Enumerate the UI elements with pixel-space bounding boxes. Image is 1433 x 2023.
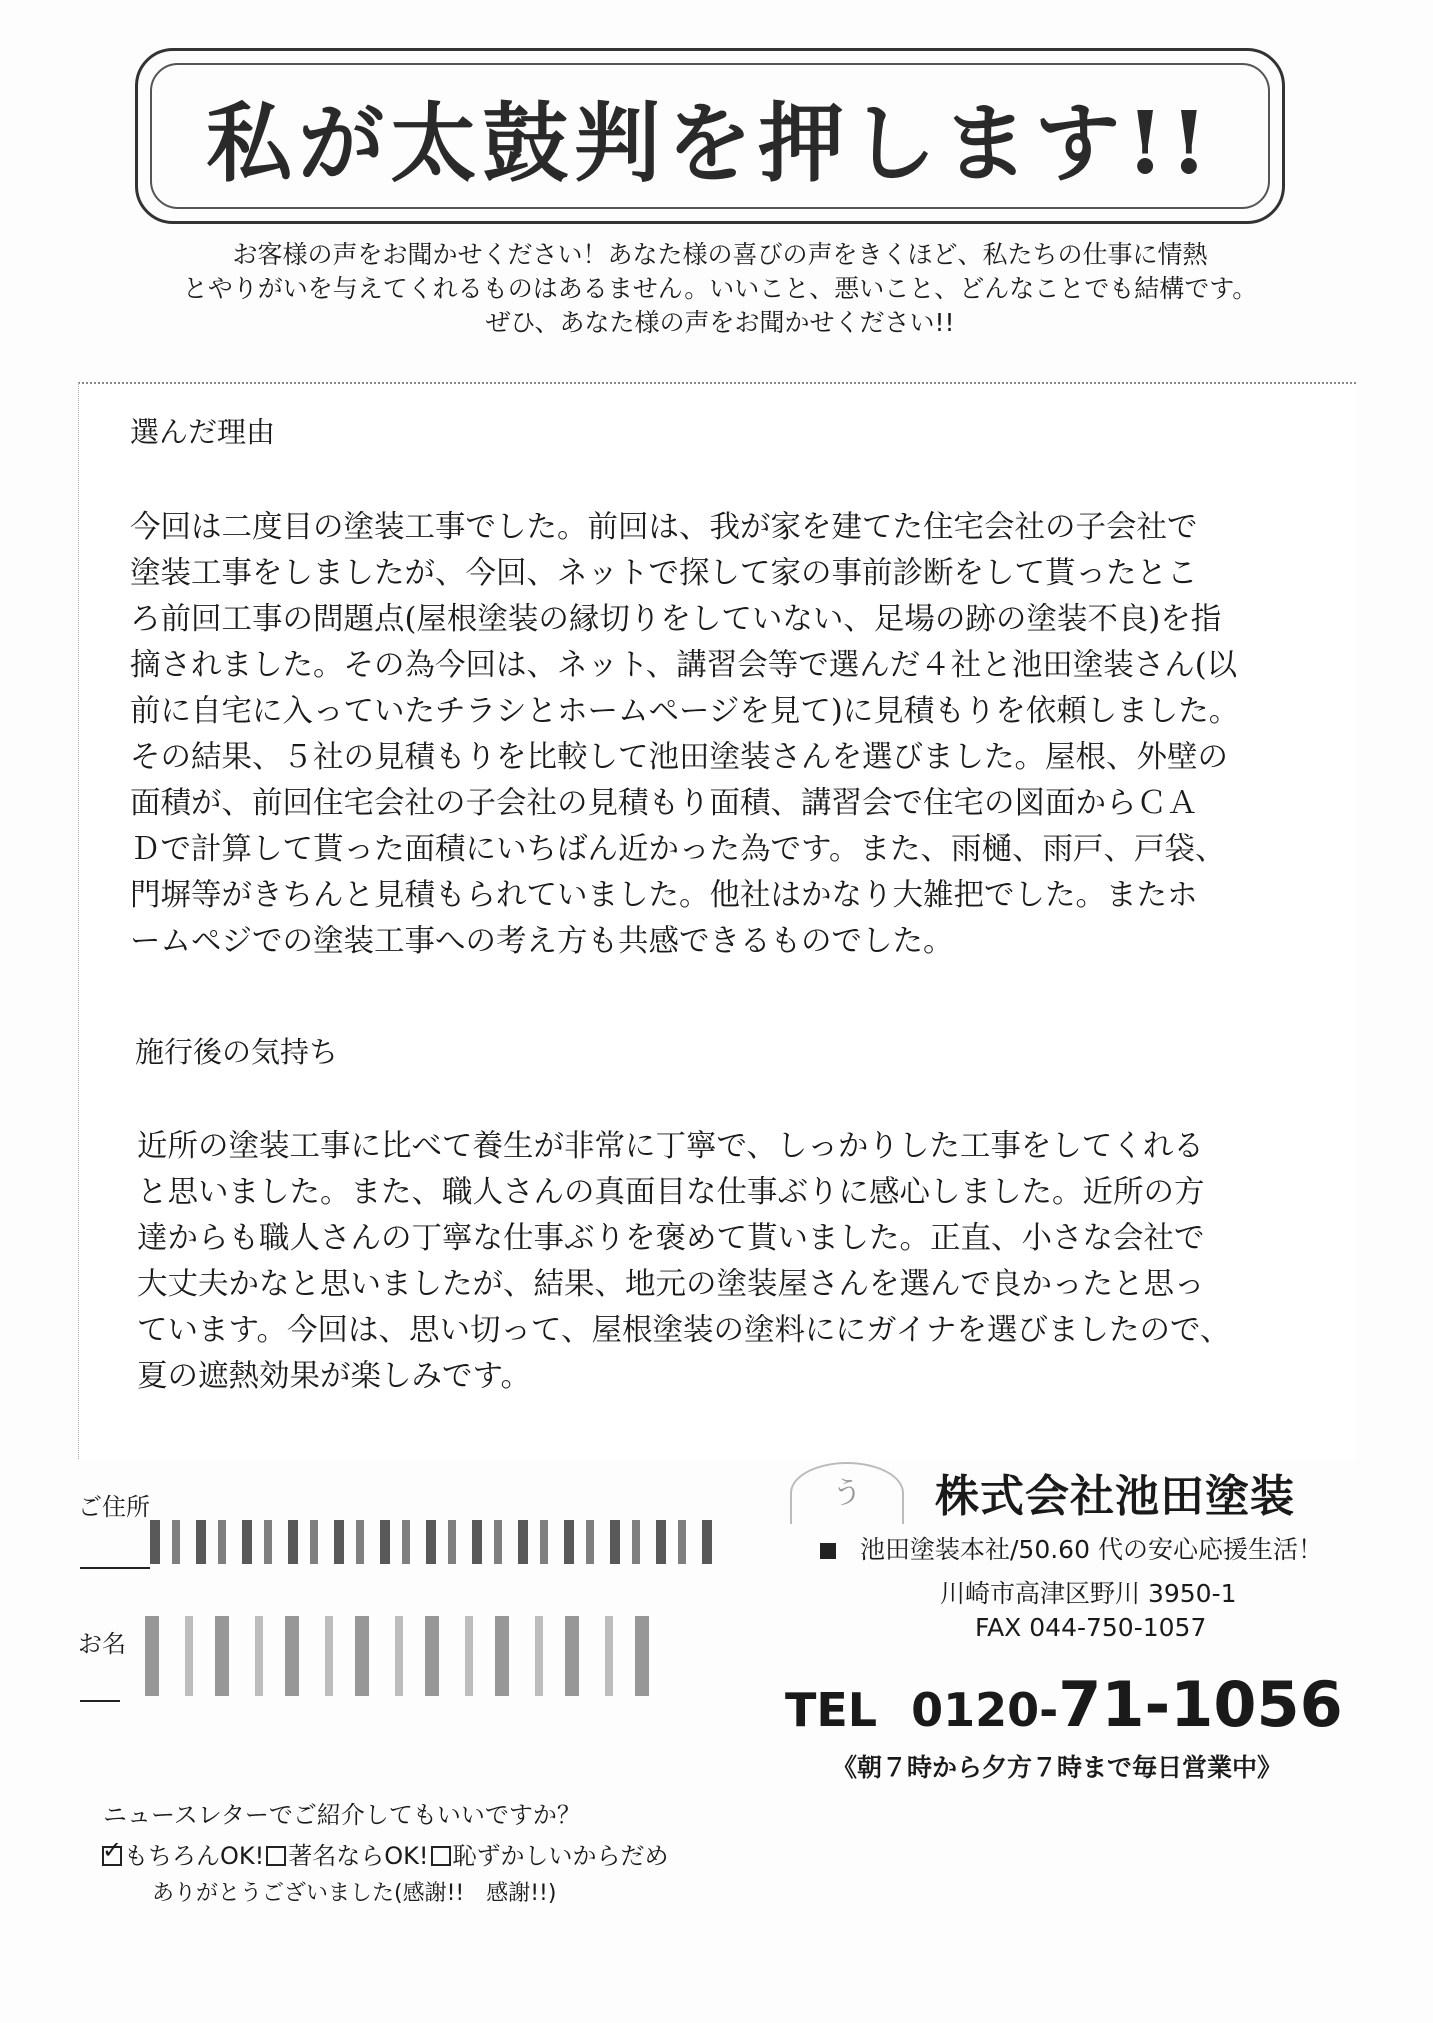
- section-heading-reason: 選んだ理由: [130, 415, 276, 449]
- intro-line: ぜひ、あなた様の声をお聞かせください!!: [485, 308, 955, 337]
- text-line: ろ前回工事の問題点(屋根塗装の縁切りをしていない、足場の跡の塗装不良)を指: [130, 602, 1222, 637]
- text-line: ームペジでの塗装工事への考え方も共感できるものでした。: [130, 924, 954, 959]
- text-line: Ｄで計算して貰った面積にいちばん近かった為です。また、雨樋、雨戸、戸袋、: [130, 832, 1226, 867]
- option-ok-label: もちろんOK!: [124, 1842, 265, 1870]
- newsletter-question: ニュースレターでご紹介してもいいですか？: [103, 1801, 581, 1829]
- option-signed-label: 著名ならOK!: [288, 1842, 429, 1870]
- checkbox-ok[interactable]: [102, 1846, 122, 1866]
- intro-line: お客様の声をお聞かせください！あなた様の喜びの声をきくほど、私たちの仕事に情熱: [232, 240, 1208, 269]
- redacted-name: [145, 1616, 665, 1696]
- title-frame: [135, 48, 1285, 224]
- tel-number: 71-1056: [1058, 1668, 1343, 1741]
- checkbox-decline[interactable]: [431, 1846, 451, 1866]
- text-line: 近所の塗装工事に比べて養生が非常に丁寧で、しっかりした工事をしてくれる: [137, 1129, 1204, 1164]
- text-line: その結果、５社の見積もりを比較して池田塗装さんを選びました。屋根、外壁の: [130, 740, 1228, 775]
- tel-label: TEL: [785, 1683, 878, 1737]
- company-logo: う: [790, 1462, 904, 1524]
- consent-options: [100, 1836, 669, 1871]
- thanks-text: ありがとうございました(感謝!! 感謝!!): [152, 1881, 557, 1906]
- text-line: ています。今回は、思い切って、屋根塗装の塗料ににガイナを選びましたので、: [137, 1313, 1231, 1348]
- intro-line: とやりがいを与えてくれるものはあるません。いいこと、悪いこと、どんなことでも結構です。: [182, 274, 1258, 303]
- text-line: 門塀等がきちんと見積もられていました。他社はかなり大雑把でした。またホ: [130, 878, 1198, 913]
- business-hours: 《朝７時から夕方７時まで毎日営業中》: [832, 1753, 1283, 1782]
- text-line: 今回は二度目の塗装工事でした。前回は、我が家を建てた住宅会社の子会社で: [130, 510, 1198, 545]
- section-heading-feelings: 施行後の気持ち: [135, 1035, 339, 1069]
- text-line: 前に自宅に入っていたチラシとホームページを見て)に見積もりを依頼しました。: [130, 694, 1240, 729]
- company-address: 川崎市高津区野川 3950-1: [940, 1579, 1237, 1608]
- tel-prefix: 0120-: [911, 1683, 1059, 1737]
- text-line: 面積が、前回住宅会社の子会社の見積もり面積、講習会で住宅の図面からＣＡ: [130, 786, 1198, 821]
- section-body-reason: [130, 505, 1239, 965]
- text-line: 大丈夫かなと思いましたが、結果、地元の塗装屋さんを選んで良かったと思っ: [137, 1267, 1205, 1302]
- section-body-feelings: [137, 1124, 1230, 1400]
- title-inner-frame: [150, 63, 1270, 209]
- company-fax: FAX 044-750-1057: [975, 1613, 1207, 1642]
- company-name: 株式会社池田塗装: [935, 1471, 1295, 1522]
- text-line: 夏の遮熱効果が楽しみです。: [137, 1359, 532, 1394]
- name-underline: [80, 1700, 120, 1702]
- address-underline: [80, 1567, 150, 1569]
- company-branch: [820, 1530, 1323, 1566]
- text-line: 達からも職人さんの丁寧な仕事ぶりを褒めて貰いました。正直、小さな会社で: [137, 1221, 1205, 1256]
- address-field-label: ご住所: [78, 1493, 150, 1521]
- square-bullet-icon: [820, 1543, 836, 1559]
- text-line: 塗装工事をしましたが、今回、ネットで探して家の事前診断をして貰ったとこ: [130, 556, 1198, 591]
- page-title: 私が太鼓判を押します!!: [206, 93, 1214, 194]
- intro-text: [180, 238, 1260, 340]
- checkbox-signed-ok[interactable]: [266, 1846, 286, 1866]
- text-line: と思いました。また、職人さんの真面目な仕事ぶりに感心しました。近所の方: [137, 1175, 1205, 1210]
- branch-text: 池田塗装本社/50.60 代の安心応援生活！: [860, 1535, 1323, 1564]
- name-field-label: お名: [78, 1630, 126, 1658]
- text-line: 摘されました。その為今回は、ネット、講習会等で選んだ４社と池田塗装さん(以: [130, 648, 1238, 683]
- redacted-address: [150, 1520, 720, 1564]
- option-decline-label: 恥ずかしいからだめ: [452, 1842, 669, 1870]
- company-tel: [785, 1668, 1343, 1741]
